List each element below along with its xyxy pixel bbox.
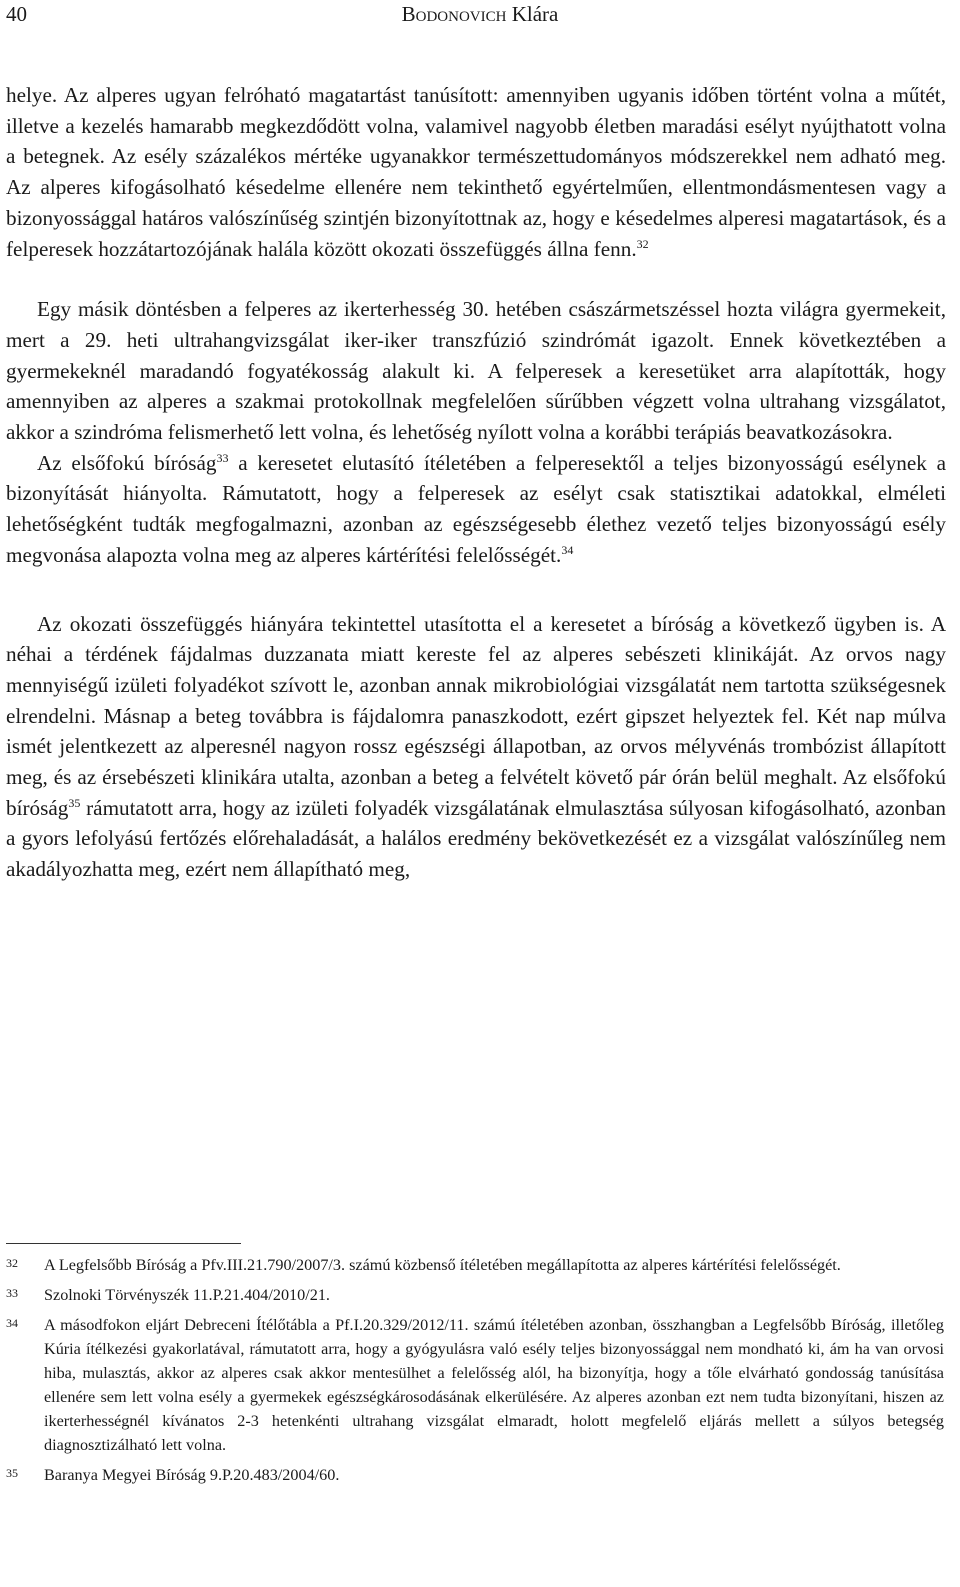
footnote-text: A másodfokon eljárt Debreceni Ítélőtábla a Pf.I.20.329/2012/11. számú ítéletében azonban, összhangban a Legfelsőbb Bíróság, illetőleg Kúria ítélkezési gyakorlatával, rámutatott arra, hogy a gyógyulásra való esély teljes bizonyossággal nem mondható ki, ám ha van orvosi hiba, mulasztás, akkor az alperes csak akkor mentesülhet a felelősség alól, ha bizonyítja, hogy a tőle elvárható gondosság tanúsítása ellenére sem lett volna esély a gyermekek egészségkárosodásának elkerülésére. Az alperes azonban ezt nem tudta bizonyítani, hiszen az ikerterhességnél kívánatos 2-3 hetenkénti ultrahang vizsgálat elmaradt, holott megfelelő eljárás mellett a súlyos betegség diagnosztizálható lett volna.	[44, 1316, 944, 1454]
paragraph-2: Egy másik döntésben a felperes az ikerterhesség 30. hetében császármetszéssel hozta világra gyermekeit, mert a 29. heti ultrahangvizsgálat iker-iker transzfúzió szindrómát igazolt. Ennek következtében a gyermekeknél maradandó fogyatékosság alakult ki. A felperesek a keresetüket arra alapították, hogy amennyiben az alperes a szakmai protokollnak megfelelően sűrűbben végzett volna ultrahang vizsgálatot, akkor a szindróma felismerhető lett volna, és lehetőség nyílott volna a korábbi terápiás beavatkozásokra.	[6, 297, 946, 445]
author-given-name: Klára	[511, 2, 559, 26]
page-header	[0, 0, 960, 40]
footnote-ref-35[interactable]: 35	[68, 795, 81, 810]
footnotes	[6, 1253, 944, 1493]
footnote-item	[6, 1313, 944, 1457]
footnote-ref-33[interactable]: 33	[216, 450, 229, 465]
footnote-item	[6, 1463, 944, 1487]
footnote-item	[6, 1283, 944, 1307]
paragraph-3	[6, 448, 946, 571]
footnote-text: A Legfelsőbb Bíróság a Pfv.III.21.790/2007/3. számú közbenső ítéletében megállapította az alperes kártérítési felelősségét.	[44, 1256, 841, 1274]
body-text	[6, 80, 946, 885]
page-number: 40	[6, 2, 27, 26]
footnote-ref-34[interactable]: 34	[561, 542, 574, 557]
footnote-text: Szolnoki Törvényszék 11.P.21.404/2010/21.	[44, 1286, 330, 1304]
footnote-divider	[6, 1243, 241, 1244]
footnote-number: 35	[6, 1466, 18, 1480]
footnote-number: 34	[6, 1316, 18, 1330]
paragraph-4-text-b: rámutatott arra, hogy az izületi folyadék vizsgálatának elmulasztása súlyosan kifogásolható, azonban a gyors lefolyású fertőzés előrehaladását, a halálos eredmény bekövetkezését ez a vizsgálat valószínűleg nem akadályozhatta meg, ezért nem állapítható meg,	[6, 795, 946, 882]
paragraph-3-text-b: a keresetet elutasító ítéletében a felperesektől a teljes bizonyosságú esélynek a bizonyítását hiányolta. Rámutatott, hogy a felperesek az esélyt csak statisztikai adatokkal, elméleti lehetőségként tudták megfogalmazni, azonban az egészségesebb élethez vezető teljes bizonyosságú esély megvonása alapozta volna meg az alperes kártérítési felelősségét.	[6, 450, 946, 567]
paragraph-1-text: helye. Az alperes ugyan felróható magatartást tanúsított: amennyiben ugyanis időben történt volna a műtét, illetve a kezelés hamarabb megkezdődött volna, valamivel nagyobb életben maradási esélyt nyújthatott volna a betegnek. Az esély százalékos mértéke ugyanakkor természettudományos módszerekkel nem adható meg. Az alperes kifogásolható késedelme ellenére nem tekinthető egyértelműen, ellentmondásmentesen vagy a bizonyossággal határos valószínűség szintjén bizonyítottnak az, hogy e késedelmes alperesi magatartások, és a felperesek hozzátartozójának halála között okozati összefüggés állna fenn.	[6, 83, 946, 261]
paragraph-4-text-a: Az okozati összefüggés hiányára tekintettel utasította el a keresetet a bíróság a következő ügyben is. A néhai a térdének fájdalmas duzzanata miatt kereste fel az alperes sebészeti klinikáját. Az orvos nagy mennyiségű izületi folyadékot szívott le, azonban annak mikrobiológiai vizsgálatát nem tartotta szükségesnek elrendelni. Másnap a beteg továbbra is fájdalomra panaszkodott, ezért gipszet helyeztek fel. Két nap múlva ismét jelentkezett az alperesnél nagyon rossz egészségi állapotban, az orvos mélyvénás trombózist állapított meg, és az érsebészeti klinikára utalta, azonban a beteg a felvételt követő pár órán belül meghalt. Az elsőfokú bíróság	[6, 611, 946, 820]
paragraph-4	[6, 609, 946, 885]
footnote-number: 33	[6, 1286, 18, 1300]
paragraph-3-text-a: Az elsőfokú bíróság	[37, 450, 217, 475]
paragraph-1	[6, 80, 946, 264]
footnote-item	[6, 1253, 944, 1277]
footnote-number: 32	[6, 1256, 18, 1270]
author-surname: Bodonovich	[401, 2, 507, 26]
footnote-ref-32[interactable]: 32	[636, 236, 649, 251]
footnote-text: Baranya Megyei Bíróság 9.P.20.483/2004/60.	[44, 1466, 340, 1484]
running-head-author	[0, 2, 960, 27]
